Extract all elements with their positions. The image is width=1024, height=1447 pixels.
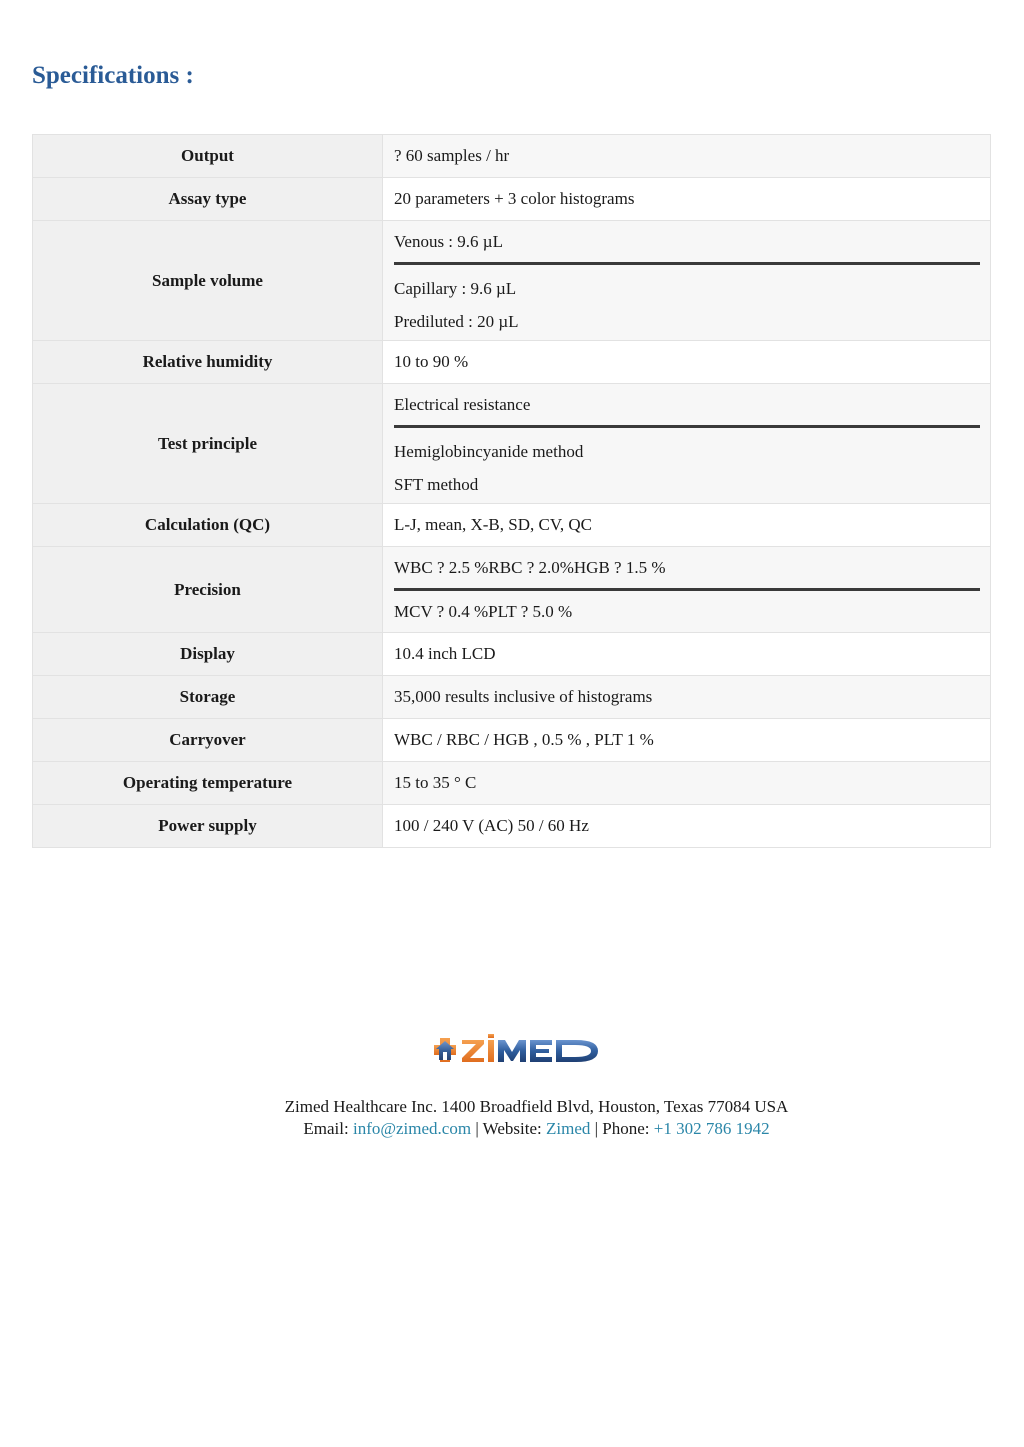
spec-value-power-supply [383, 805, 991, 848]
phone-label: | Phone: [590, 1119, 654, 1138]
spec-label-power-supply: Power supply [33, 805, 383, 848]
spec-value-line: 100 / 240 V (AC) 50 / 60 Hz [394, 816, 589, 835]
spec-value-line: WBC / RBC / HGB , 0.5 % , PLT 1 % [394, 730, 654, 749]
spec-label-display: Display [33, 633, 383, 676]
value-group [394, 384, 980, 425]
zimed-logo [432, 1032, 600, 1068]
spec-value-line: Electrical resistance [394, 395, 531, 414]
spec-value-relative-humidity [383, 341, 991, 384]
spec-label-assay-type: Assay type [33, 178, 383, 221]
spec-label-calculation: Calculation (QC) [33, 504, 383, 547]
table-row [33, 341, 991, 384]
table-row [33, 676, 991, 719]
spec-value-line: L-J, mean, X-B, SD, CV, QC [394, 515, 593, 534]
table-row [33, 719, 991, 762]
value-group [394, 265, 980, 340]
spec-label-carryover: Carryover [33, 719, 383, 762]
spec-value-line: Capillary : 9.6 µL [394, 279, 517, 298]
spec-label-sample-volume: Sample volume [33, 221, 383, 341]
table-row [33, 384, 991, 504]
spec-value-line: 10.4 inch LCD [394, 644, 496, 663]
spec-value-line: SFT method [394, 475, 479, 494]
spec-label-relative-humidity: Relative humidity [33, 341, 383, 384]
value-group [394, 547, 980, 588]
spec-value-storage [383, 676, 991, 719]
spec-label-operating-temperature: Operating temperature [33, 762, 383, 805]
page-title: Specifications : [32, 62, 194, 89]
spec-value-line: Venous : 9.6 µL [394, 232, 503, 251]
email-link[interactable]: info@zimed.com [352, 1119, 472, 1138]
spec-value-line: Prediluted : 20 µL [394, 312, 519, 331]
spec-value-operating-temperature [383, 762, 991, 805]
spec-value-line: WBC ? 2.5 %RBC ? 2.0%HGB ? 1.5 % [394, 558, 666, 577]
spec-value-assay-type [383, 178, 991, 221]
spec-value-line: MCV ? 0.4 %PLT ? 5.0 % [394, 602, 573, 621]
spec-value-test-principle [383, 384, 991, 504]
table-row [33, 762, 991, 805]
website-label: | Website: [471, 1119, 546, 1138]
value-group [394, 428, 980, 503]
table-row [33, 547, 991, 633]
spec-value-sample-volume [383, 221, 991, 341]
email-label: Email: [303, 1119, 353, 1138]
table-row [33, 178, 991, 221]
value-group [394, 591, 980, 632]
spec-label-output: Output [33, 135, 383, 178]
table-row [33, 805, 991, 848]
table-row [33, 135, 991, 178]
table-row [33, 633, 991, 676]
spec-label-storage: Storage [33, 676, 383, 719]
spec-value-calculation [383, 504, 991, 547]
spec-value-output [383, 135, 991, 178]
spec-value-line: ? 60 samples / hr [394, 146, 510, 165]
logo-cross-icon [434, 1038, 456, 1062]
spec-value-line: 35,000 results inclusive of histograms [394, 687, 653, 706]
phone-link[interactable]: +1 302 786 1942 [653, 1119, 770, 1138]
website-link[interactable]: Zimed [545, 1119, 591, 1138]
spec-value-display [383, 633, 991, 676]
spec-value-carryover [383, 719, 991, 762]
table-row [33, 504, 991, 547]
specifications-table [32, 134, 991, 848]
spec-value-precision [383, 547, 991, 633]
spec-label-test-principle: Test principle [33, 384, 383, 504]
table-row [33, 221, 991, 341]
contact-line [0, 1118, 1024, 1140]
value-group [394, 221, 980, 262]
spec-value-line: 15 to 35 ° C [394, 773, 477, 792]
spec-value-line: 10 to 90 % [394, 352, 469, 371]
company-address: Zimed Healthcare Inc. 1400 Broadfield Blvd, Houston, Texas 77084 USA [284, 1097, 789, 1116]
spec-value-line: Hemiglobincyanide method [394, 442, 584, 461]
spec-label-precision: Precision [33, 547, 383, 633]
spec-value-line: 20 parameters + 3 color histograms [394, 189, 635, 208]
